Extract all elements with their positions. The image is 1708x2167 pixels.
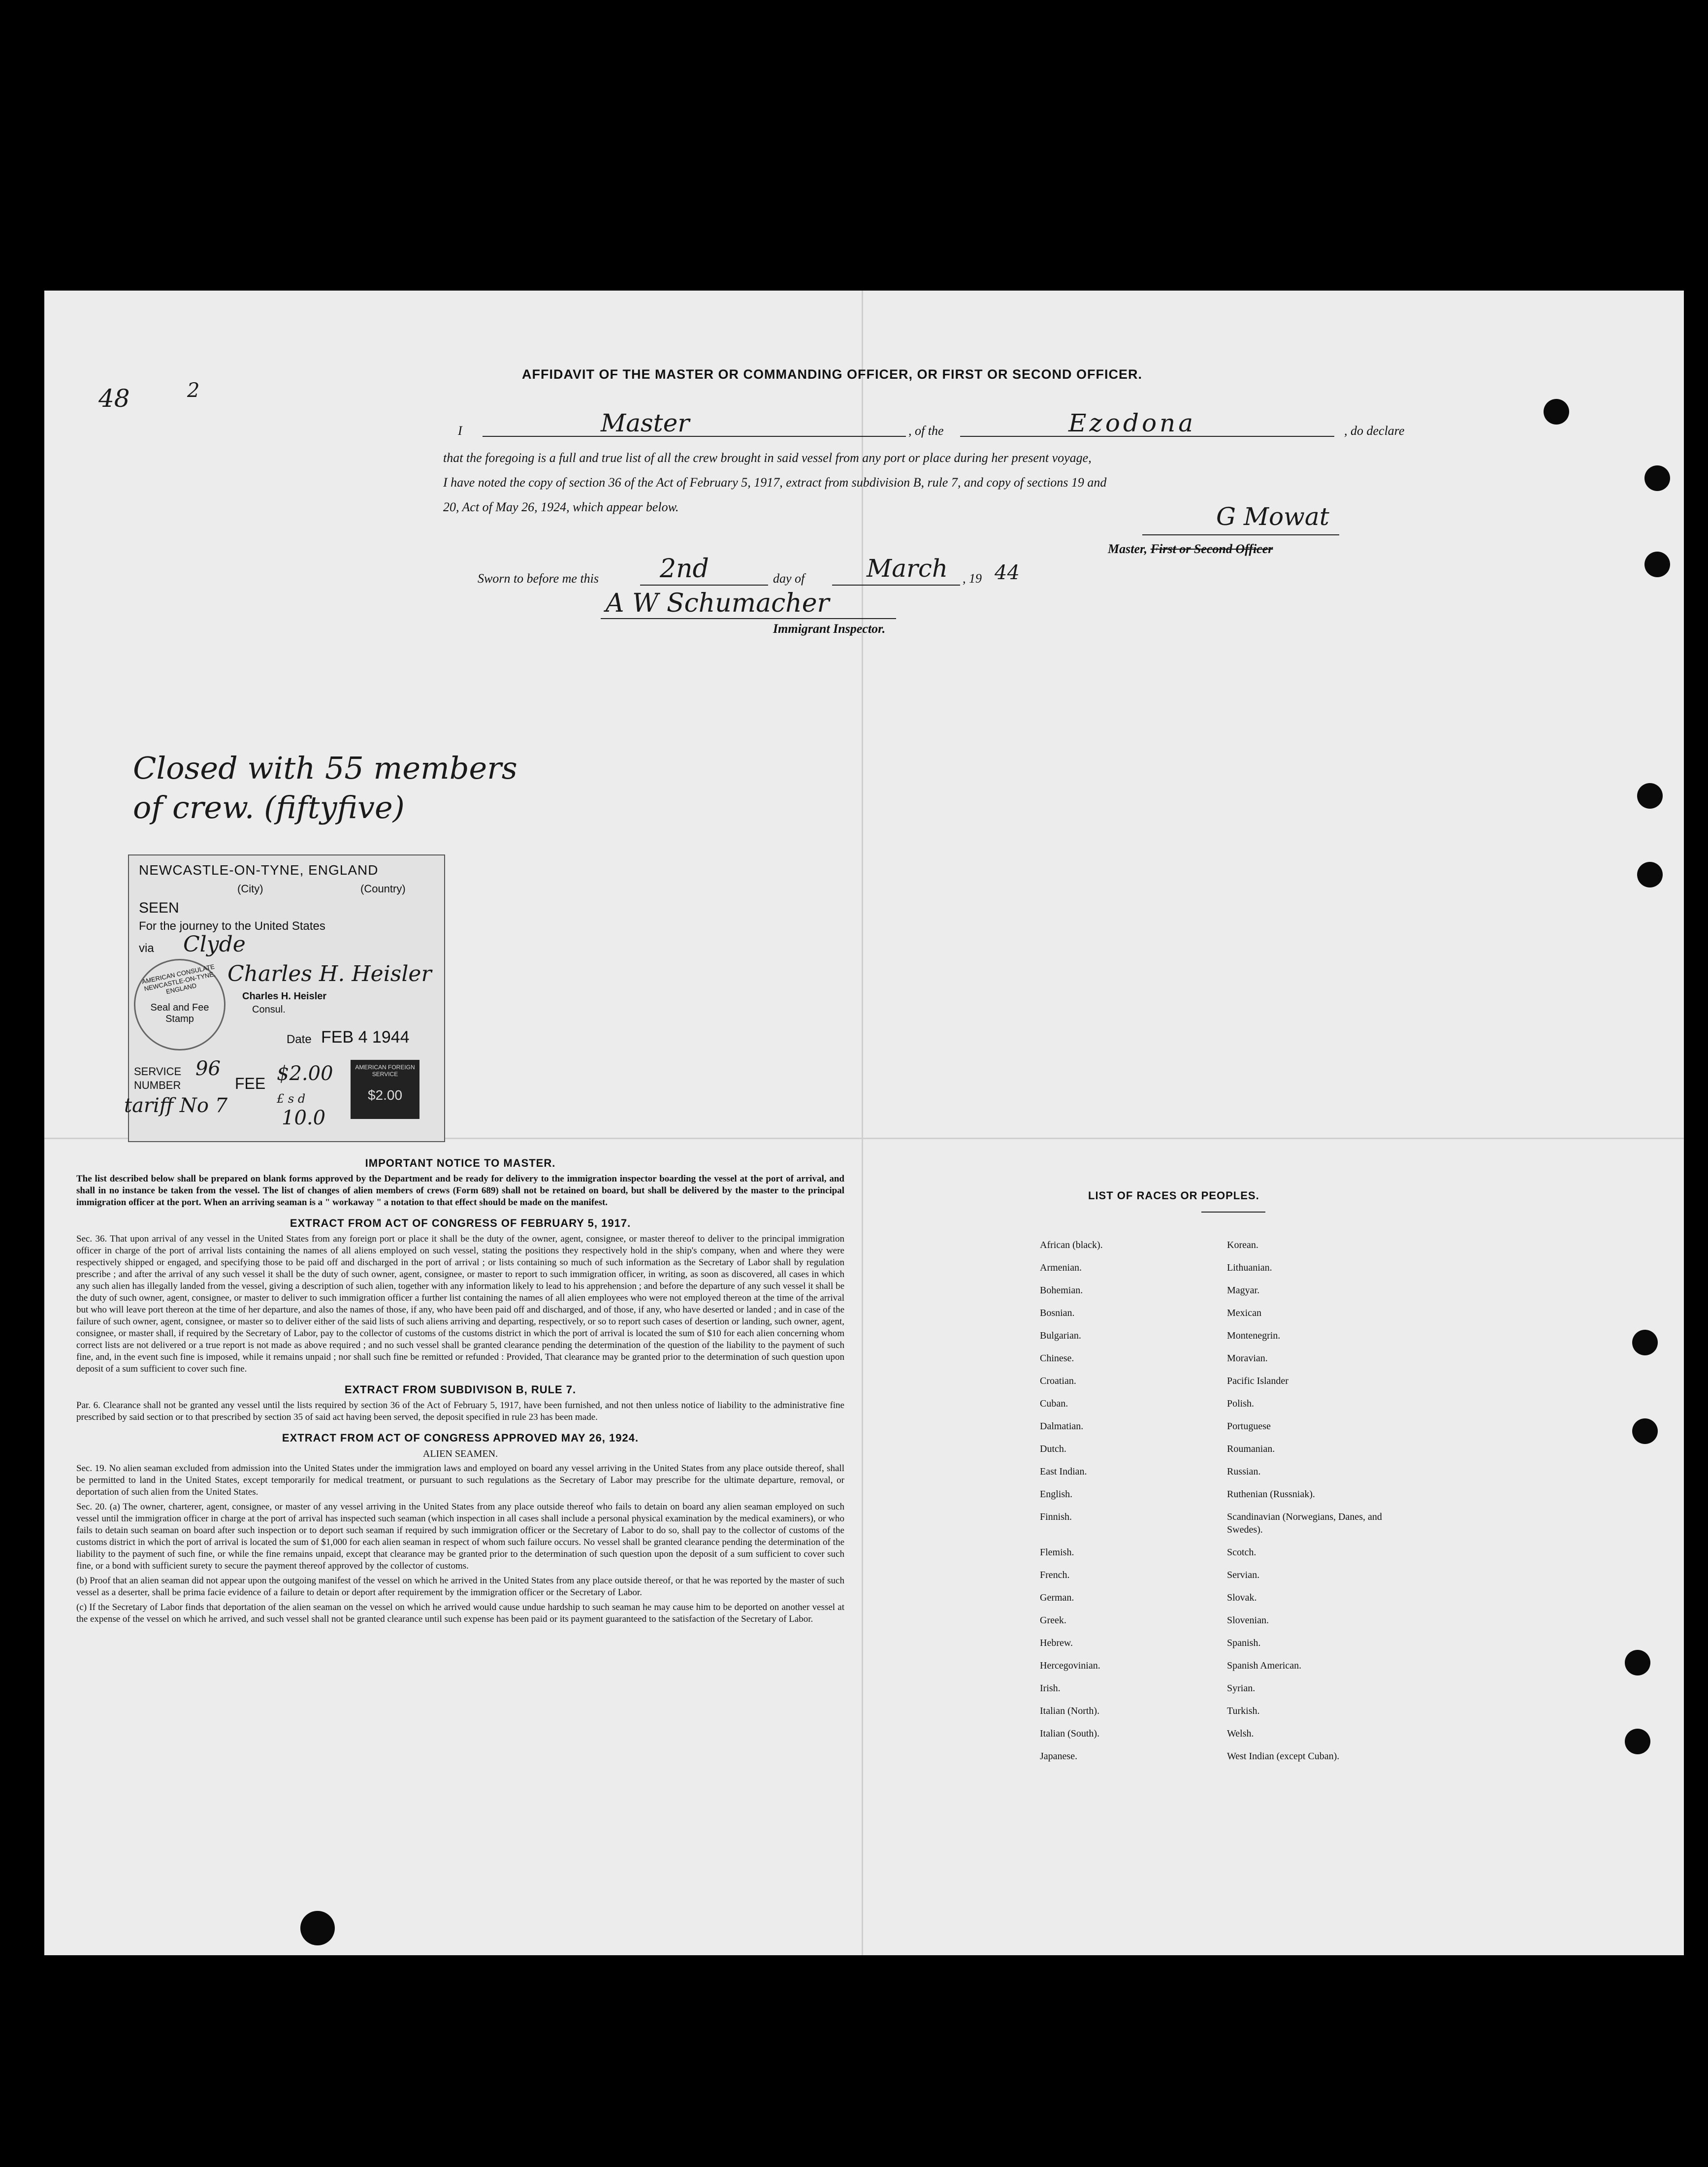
section-20c-text: (c) If the Secretary of Labor finds that deportation of the alien seaman on the vessel on which he arrived would cause undue hardship to such seaman he may cause him to be deported on another vessel at the expense of the vessel on which he arrived, and such vessel shall not be granted clearance until such expense has been paid or its payment guaranteed to the satisfaction of the Secretary of Labor. — [76, 1602, 844, 1624]
revenue-stamp-label: AMERICAN FOREIGN SERVICE — [355, 1064, 415, 1078]
consulate-seal — [134, 959, 226, 1051]
race-item-right: Polish. — [1227, 1398, 1255, 1409]
sworn-label: Sworn to before me this — [478, 571, 599, 586]
declaration-line-2: that the foregoing is a full and true list of all the crew brought in said vessel from any port or place during her present voyage, — [443, 451, 1092, 465]
race-item-left: Japanese. — [1040, 1751, 1078, 1762]
race-item-right: Syrian. — [1227, 1683, 1256, 1694]
section-20a-text: Sec. 20. (a) The owner, charterer, agent, consignee, or master of any vessel arriving in the United States from any place outside thereof who fails to detain on board any alien seaman employed on such vessel until the immigration officer in charge at the port of arrival has inspected such seaman (which inspection in all cases shall include a personal physical examination by the medical examiners), or who fails to detain such seaman on board after such inspection or to deport such seaman if required by such immigration officer or the Secretary of Labor to do so, shall pay to the collector of customs of the customs district in which the port of arrival is located the sum of $1,000 for each alien seaman in respect of whom such failure occurs. No vessel shall be granted clearance pending the determination of the liability to the payment of such fine, or while the fine remains unpaid, except that clearance may be granted prior to the determination of such question upon the deposit of a sum sufficient to cover such fine, or a bond with sufficient surety to secure the payment thereof approved by the collector of customs. — [76, 1502, 844, 1571]
stamp-date: FEB 4 1944 — [321, 1028, 410, 1047]
race-item-right: Pacific Islander — [1227, 1376, 1289, 1386]
declaration-line-3: I have noted the copy of section 36 of the Act of February 5, 1917, extract from subdivision B, rule 7, and copy of sections 19 and — [443, 475, 1107, 490]
closed-note-line-1: Closed with 55 members — [133, 750, 517, 786]
punch-hole — [1625, 1729, 1650, 1754]
race-item-left: African (black). — [1040, 1240, 1103, 1250]
race-item-left: Irish. — [1040, 1683, 1061, 1694]
sworn-line — [478, 554, 1118, 589]
race-item-left: Flemish. — [1040, 1547, 1074, 1558]
revenue-stamp-value: $2.00 — [367, 1087, 403, 1103]
fee-gbp-units: £ s d — [277, 1092, 306, 1106]
race-item-left: Greek. — [1040, 1615, 1066, 1626]
affidavit-title: AFFIDAVIT OF THE MASTER OR COMMANDING OFFICER, OR FIRST OR SECOND OFFICER. — [522, 367, 1142, 382]
margin-mark: 48 — [98, 384, 130, 413]
race-item-left: Finnish. — [1040, 1511, 1072, 1522]
i-label: I — [458, 424, 462, 438]
fee-handwritten: $2.00 — [277, 1062, 333, 1085]
margin-mark-2: 2 — [187, 379, 200, 402]
punch-hole — [1637, 862, 1663, 887]
closed-note-line-2: of crew. (fiftyfive) — [133, 789, 405, 825]
race-item-left: German. — [1040, 1592, 1074, 1603]
punch-hole — [300, 1911, 335, 1945]
race-item-left: East Indian. — [1040, 1466, 1087, 1477]
notice-title: IMPORTANT NOTICE TO MASTER. — [365, 1157, 556, 1169]
stamp-date-label: Date — [287, 1033, 312, 1046]
race-item-left: Italian (North). — [1040, 1706, 1100, 1716]
service-number-handwritten: 96 — [195, 1057, 221, 1080]
important-notice — [76, 1157, 844, 1628]
revenue-stamp — [351, 1060, 419, 1119]
race-item-right: Roumanian. — [1227, 1444, 1275, 1454]
section-20b-text: (b) Proof that an alien seaman did not appear upon the outgoing manifest of the vessel on which he arrived in the United States from any place outside thereof, or that he was reported by the master of such vessel as a deserter, shall be prima facie evidence of a failure to detain or deport after requirement by the immigration officer or the Secretary of Labor. — [76, 1576, 844, 1598]
officer-struck-label: First or Second Officer — [1150, 542, 1273, 556]
alien-seamen-subheading: ALIEN SEAMEN. — [422, 1448, 498, 1459]
race-item-right: Ruthenian (Russniak). — [1227, 1489, 1315, 1500]
extract-1917-heading: EXTRACT FROM ACT OF CONGRESS OF FEBRUARY 5, 1917. — [290, 1217, 631, 1229]
stamp-city-label: (City) — [237, 883, 263, 895]
master-label: Master, — [1108, 542, 1148, 556]
vessel-name-handwritten: Ezodona — [1068, 409, 1196, 437]
extract-rule7-heading: EXTRACT FROM SUBDIVISON B, RULE 7. — [344, 1383, 577, 1396]
punch-hole — [1632, 1330, 1658, 1355]
race-item-right: Montenegrin. — [1227, 1330, 1281, 1341]
inspector-signature: A W Schumacher — [606, 589, 830, 618]
stamp-via-label: via — [139, 942, 154, 955]
consul-signature: Charles H. Heisler — [227, 961, 432, 986]
races-title: LIST OF RACES OR PEOPLES. — [1088, 1189, 1259, 1202]
race-item-left: Armenian. — [1040, 1262, 1082, 1273]
race-item-left: Dutch. — [1040, 1444, 1066, 1454]
consular-stamp — [124, 854, 445, 1142]
section-36-text: Sec. 36. That upon arrival of any vessel in the United States from any foreign port or place it shall be the duty of the owner, agent, consignee, or master thereof to deliver to the principal immigration officer in charge of the port of arrival lists containing the names of all aliens employed on such vessel, stating the positions they respectively hold in the ship's company, when and where they were respectively shipped or engaged, and specifying those to be paid off and discharged in the port of arrival ; or lists containing so much of such information as the Secretary of Labor shall by regulation prescribe ; and after the arrival of any such vessel it shall be the duty of such owner, agent, consignee, or master to report to such immigration officer, in writing, as soon as discovered, all cases in which any such alien has illegally landed from the vessel, giving a description of such alien, together with any information likely to lead to his apprehension ; and before the departure of any such vessel it shall be the duty of such owner, agent, consignee, or master to deliver to such immigration officer a further list containing the names of all alien employees who were not employed thereon at the time of the arrival but who will leave port thereon at the time of her departure, and also the names of those, if any, who have been paid off and discharged, and of those, if any, who have deserted or landed ; and in case of the failure of such owner, agent, consignee, or master so to deliver either of the said lists of such aliens arriving and departing, respectively, or so to report such cases of desertion or landing, such owner, agent, consignee, or master shall, if required by the Secretary of Labor, pay to the collector of customs of the customs district in which the port of arrival is located the sum of $10 for each alien concerning whom correct lists are not delivered or a true report is not made as above required ; and no such vessel shall be granted clearance pending the determination of the question of the liability to the payment of such fine, and, in the event such fine is imposed, while it remains unpaid ; nor shall such fine be remitted or refunded : Provided, That clearance may be granted prior to the determination of such question upon deposit of a sum sufficient to cover such fine. — [76, 1234, 844, 1374]
races-title-rule — [1201, 1212, 1265, 1213]
punch-hole — [1637, 783, 1663, 809]
fee-label: FEE — [235, 1075, 266, 1092]
do-declare-label: , do declare — [1344, 424, 1405, 438]
race-item-right: Servian. — [1227, 1570, 1260, 1580]
declaration-line-1 — [443, 409, 1452, 443]
race-item-right: Russian. — [1227, 1466, 1261, 1477]
race-item-right: Turkish. — [1227, 1706, 1260, 1716]
inspector-label: Immigrant Inspector. — [773, 622, 886, 636]
race-item-left: French. — [1040, 1570, 1070, 1580]
race-item-right: Scotch. — [1227, 1547, 1257, 1558]
race-item-right: Welsh. — [1227, 1728, 1254, 1739]
day-of-label: day of — [773, 571, 805, 586]
race-item-left: Bohemian. — [1040, 1285, 1083, 1296]
notice-intro: The list described below shall be prepared on blank forms approved by the Department and be ready for delivery to the immigration inspector boarding the vessel at the port of arrival, and shall in no instance be taken from the vessel. The list of changes of alien members of crews (Form 689) shall not be retained on board, but shall be delivered by the master to the principal immigration officer at the port. When an arriving seaman is a " workaway " a notation to that effect should be made on the manifest. — [76, 1174, 844, 1208]
race-item-left: Italian (South). — [1040, 1728, 1100, 1739]
race-item-right: Scandinavian (Norwegians, Danes, and Swedes). — [1227, 1511, 1382, 1535]
rank-handwritten: Master — [601, 409, 690, 437]
closed-crew-note — [133, 749, 517, 827]
race-item-left: Bosnian. — [1040, 1308, 1075, 1318]
fee-gbp-amount: 10.0 — [282, 1107, 326, 1129]
master-title — [1108, 542, 1273, 557]
year-prefix: , 19 — [963, 571, 982, 586]
race-item-left: Hebrew. — [1040, 1638, 1073, 1648]
race-item-right: Spanish. — [1227, 1638, 1261, 1648]
race-item-left: English. — [1040, 1489, 1073, 1500]
extract-1924-heading: EXTRACT FROM ACT OF CONGRESS APPROVED MAY 26, 1924. — [282, 1432, 639, 1444]
vertical-fold — [862, 291, 863, 1955]
race-item-right: West Indian (except Cuban). — [1227, 1751, 1340, 1762]
of-the-label: , of the — [908, 424, 944, 438]
consul-name: Charles H. Heisler — [242, 991, 327, 1002]
par-6-text: Par. 6. Clearance shall not be granted any vessel until the lists required by section 36 of the Act of February 5, 1917, have been furnished, and not then unless notice of liability to the administrative fine prescribed by said section or to that prescribed by section 35 of said act having been served, the deposit specified in rule 23 has been made. — [76, 1400, 844, 1422]
year-handwritten: 44 — [995, 561, 1020, 584]
stamp-country-label: (Country) — [360, 883, 406, 895]
race-item-right: Mexican — [1227, 1308, 1261, 1318]
race-item-left: Hercegovinian. — [1040, 1660, 1100, 1671]
race-item-left: Bulgarian. — [1040, 1330, 1081, 1341]
declaration-line-4: 20, Act of May 26, 1924, which appear below. — [443, 500, 679, 514]
punch-hole — [1644, 465, 1670, 491]
race-item-left: Cuban. — [1040, 1398, 1068, 1409]
race-item-right: Slovenian. — [1227, 1615, 1269, 1626]
stamp-via-handwritten: Clyde — [183, 932, 246, 957]
stamp-journey: For the journey to the United States — [139, 919, 325, 933]
race-item-left: Dalmatian. — [1040, 1421, 1084, 1432]
seal-ring-text: AMERICAN CONSULATE NEWCASTLE-ON-TYNE, ENGLAND — [141, 962, 216, 996]
manifest-page — [44, 291, 1684, 1955]
service-number-label: SERVICE NUMBER — [134, 1065, 182, 1091]
day-handwritten: 2nd — [660, 554, 709, 584]
race-item-right: Korean. — [1227, 1240, 1258, 1250]
race-item-right: Moravian. — [1227, 1353, 1268, 1364]
section-19-text: Sec. 19. No alien seaman excluded from admission into the United States under the immigration laws and employed on board any vessel arriving in the United States from any place outside thereof, shall be permitted to land in the United States, except temporarily for medical treatment, or pursuant to such regulations as the Secretary of Labor may prescribe for the ultimate departure, removal, or deportation of such alien from the United States. — [76, 1463, 844, 1497]
race-item-right: Magyar. — [1227, 1285, 1260, 1296]
punch-hole — [1625, 1650, 1650, 1675]
race-item-left: Croatian. — [1040, 1376, 1076, 1386]
race-item-right: Lithuanian. — [1227, 1262, 1272, 1273]
consul-title: Consul. — [252, 1004, 286, 1015]
master-signature: G Mowat — [1216, 502, 1329, 531]
race-item-right: Spanish American. — [1227, 1660, 1302, 1671]
seal-label: Seal and Fee Stamp — [150, 1002, 209, 1024]
punch-hole — [1544, 399, 1569, 425]
tariff-handwritten: tariff No 7 — [124, 1094, 228, 1117]
races-list — [1040, 1239, 1404, 1763]
month-handwritten: March — [867, 554, 948, 583]
race-item-right: Portuguese — [1227, 1421, 1271, 1432]
punch-hole — [1632, 1418, 1658, 1444]
race-item-right: Slovak. — [1227, 1592, 1257, 1603]
stamp-city: NEWCASTLE-ON-TYNE, ENGLAND — [139, 862, 379, 878]
race-item-left: Chinese. — [1040, 1353, 1074, 1364]
stamp-seen: SEEN — [139, 900, 179, 916]
punch-hole — [1644, 552, 1670, 577]
